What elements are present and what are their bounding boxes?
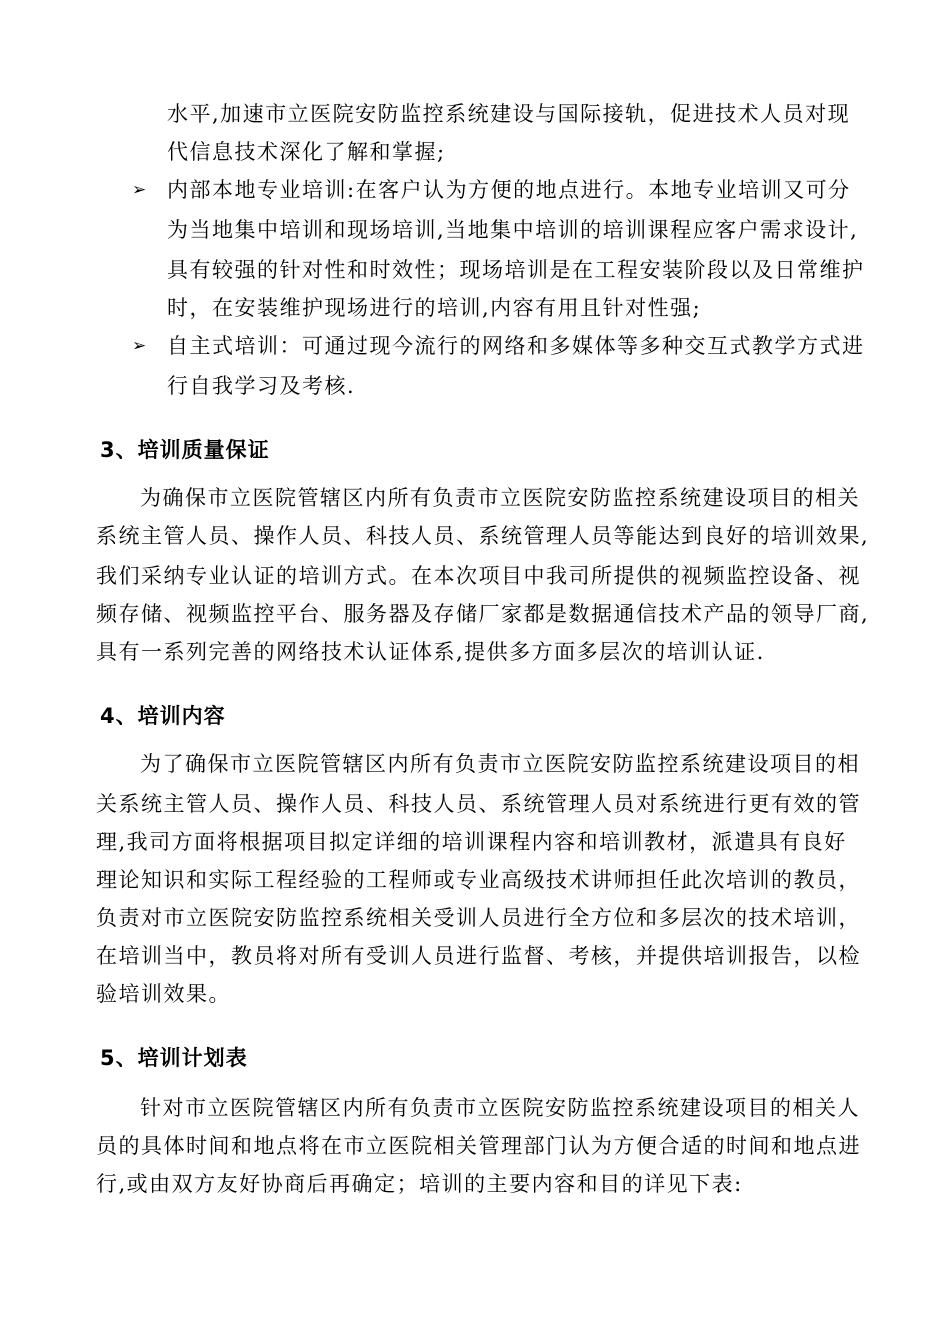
- bullet-item-line: 为当地集中培训和现场培训,当地集中培训的培训课程应客户需求设计,: [167, 218, 859, 242]
- section-heading-plan: 5、培训计划表: [100, 1046, 248, 1070]
- arrow-bullet-icon: ➢: [132, 180, 147, 200]
- paragraph-line: 针对市立医院管辖区内所有负责市立医院安防监控系统建设项目的相关人: [140, 1096, 860, 1120]
- section-heading-content: 4、培训内容: [100, 704, 226, 728]
- paragraph-line: 负责对市立医院安防监控系统相关受训人员进行全方位和多层次的技术培训，: [96, 906, 861, 930]
- paragraph-line: 验培训效果。: [96, 982, 231, 1006]
- paragraph-line: 为了确保市立医院管辖区内所有负责市立医院安防监控系统建设项目的相: [140, 752, 860, 776]
- paragraph-line: 员的具体时间和地点将在市立医院相关管理部门认为方便合适的时间和地点进: [96, 1134, 861, 1158]
- bullet-item-line: 具有较强的针对性和时效性；现场培训是在工程安装阶段以及日常维护: [167, 258, 865, 282]
- paragraph-line: 理,我司方面将根据项目拟定详细的培训课程内容和培训教材，派遣具有良好: [96, 830, 847, 854]
- bullet-item-line: 行自我学习及考核.: [167, 374, 356, 398]
- bullet-item-line: 内部本地专业培训:在客户认为方便的地点进行。本地专业培训又可分: [167, 178, 851, 202]
- paragraph-line: 为确保市立医院管辖区内所有负责市立医院安防监控系统建设项目的相关: [140, 486, 860, 510]
- paragraph-line: 系统主管人员、操作人员、科技人员、系统管理人员等能达到良好的培训效果,: [96, 524, 870, 548]
- bullet-item-line: 自主式培训：可通过现今流行的网络和多媒体等多种交互式教学方式进: [167, 334, 865, 358]
- section-heading-quality: 3、培训质量保证: [100, 438, 270, 462]
- paragraph-line: 频存储、视频监控平台、服务器及存储厂家都是数据通信技术产品的领导厂商,: [96, 602, 870, 626]
- paragraph-line: 具有一系列完善的网络技术认证体系,提供多方面多层次的培训认证.: [96, 640, 765, 664]
- bullet-continuation-line: 代信息技术深化了解和掌握;: [167, 140, 446, 164]
- arrow-bullet-icon: ➢: [132, 336, 147, 356]
- paragraph-line: 关系统主管人员、操作人员、科技人员、系统管理人员对系统进行更有效的管: [96, 792, 861, 816]
- paragraph-line: 在培训当中，教员将对所有受训人员进行监督、考核，并提供培训报告，以检: [96, 944, 861, 968]
- bullet-item-line: 时，在安装维护现场进行的培训,内容有用且针对性强;: [167, 296, 702, 320]
- paragraph-line: 理论知识和实际工程经验的工程师或专业高级技术讲师担任此次培训的教员，: [96, 868, 861, 892]
- bullet-continuation-line: 水平,加速市立医院安防监控系统建设与国际接轨，促进技术人员对现: [167, 102, 851, 126]
- paragraph-line: 我们采纳专业认证的培训方式。在本次项目中我司所提供的视频监控设备、视: [96, 564, 861, 588]
- paragraph-line: 行,或由双方友好协商后再确定；培训的主要内容和目的详见下表:: [96, 1172, 743, 1196]
